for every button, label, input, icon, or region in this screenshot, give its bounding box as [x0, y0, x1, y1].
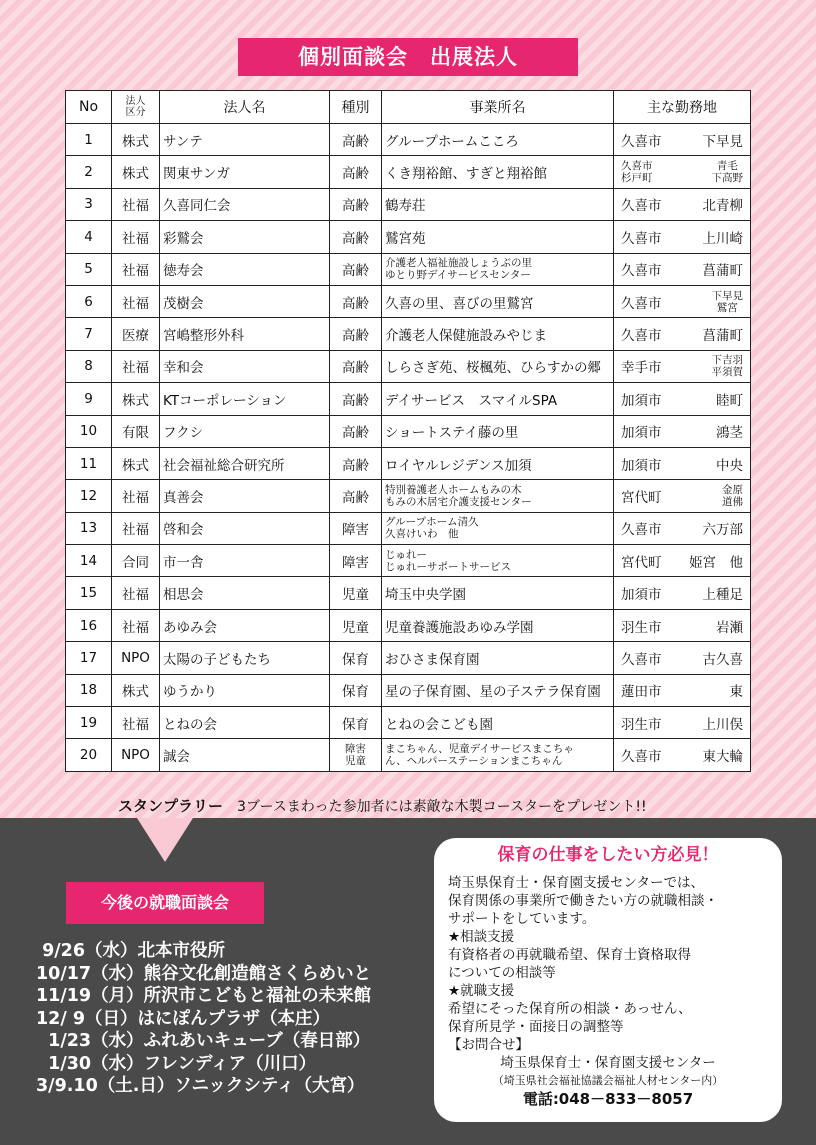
- cell-kubun: 株式: [112, 674, 160, 706]
- cell-kubun: 株式: [112, 124, 160, 156]
- cell-no: 12: [66, 480, 112, 512]
- cell-kubun: 社福: [112, 707, 160, 739]
- cell-name: ゆうかり: [160, 674, 330, 706]
- cell-area: [614, 221, 751, 253]
- cell-town: 中央: [716, 457, 743, 474]
- cell-name: 徳寿会: [160, 253, 330, 285]
- cell-no: 5: [66, 253, 112, 285]
- cell-type: 高齢: [330, 350, 382, 382]
- fair-item: 1/30（水）フレンディア（川口）: [36, 1053, 317, 1074]
- fair-item: 11/19（月）所沢市こどもと福祉の未来館: [36, 986, 372, 1006]
- cell-no: 1: [66, 124, 112, 156]
- contact-label: 【お問合せ】: [448, 1037, 529, 1053]
- cell-no: 10: [66, 415, 112, 447]
- cell-type: 高齢: [330, 318, 382, 350]
- cell-kubun: 医療: [112, 318, 160, 350]
- stamp-rally-label: スタンプラリー: [118, 797, 224, 815]
- stamp-rally-text: 3ブースまわった参加者には素敵な木製コースターをプレゼント!!: [237, 799, 647, 815]
- cell-town: 六万部: [702, 522, 743, 539]
- cell-area: [614, 383, 751, 415]
- cell-kubun: 社福: [112, 512, 160, 544]
- cell-city: 宮代町: [621, 489, 662, 506]
- cell-town: 睦町: [716, 392, 743, 409]
- cell-name: 太陽の子どもたち: [160, 642, 330, 674]
- cell-area: [614, 285, 751, 317]
- cell-name: 宮嶋整形外科: [160, 318, 330, 350]
- table-row: [66, 707, 751, 739]
- table-row: [66, 674, 751, 706]
- cell-city: 宮代町: [621, 554, 662, 571]
- col-header-no: No: [66, 91, 112, 124]
- info-heading: 保育の仕事をしたい方必見！: [497, 845, 719, 865]
- cell-city: 久喜市: [621, 749, 662, 766]
- cell-name: 関東サンガ: [160, 156, 330, 188]
- cell-office: 埼玉中央学園: [382, 577, 614, 609]
- cell-type: 高齢: [330, 285, 382, 317]
- table-row: [66, 609, 751, 641]
- table-row: [66, 545, 751, 577]
- cell-type: 児童: [330, 609, 382, 641]
- cell-office: デイサービス スマイルSPA: [382, 383, 614, 415]
- stamp-rally-note: [118, 795, 647, 816]
- consult-body: 有資格者の再就職希望、保育士資格取得 についての相談等: [448, 947, 691, 981]
- cell-town: 下吉羽 平須賀: [711, 354, 743, 379]
- table-row: [66, 447, 751, 479]
- cell-city: 久喜市: [621, 198, 662, 215]
- col-header-office: 事業所名: [382, 91, 614, 124]
- cell-name: 誠会: [160, 739, 330, 771]
- cell-city: 久喜市: [621, 133, 662, 150]
- cell-town: 東: [729, 684, 743, 701]
- cell-office: 鷲宮苑: [382, 221, 614, 253]
- cell-no: 3: [66, 188, 112, 220]
- cell-kubun: 社福: [112, 221, 160, 253]
- cell-city: 久喜市: [621, 263, 662, 280]
- cell-area: [614, 577, 751, 609]
- cell-city: 幸手市: [621, 360, 662, 377]
- cell-office: とねの会こども園: [382, 707, 614, 739]
- cell-type: 高齢: [330, 447, 382, 479]
- col-header-area: 主な勤務地: [614, 91, 751, 124]
- cell-town: 古久喜: [702, 651, 743, 668]
- cell-office: じゅれー じゅれーサポートサービス: [382, 545, 614, 577]
- page-title: 個別面談会 出展法人: [238, 38, 578, 76]
- cell-type: 児童: [330, 577, 382, 609]
- cell-town: 下早見: [702, 133, 743, 150]
- cell-area: [614, 642, 751, 674]
- info-box: [434, 838, 782, 1122]
- cell-office: 久喜の里、喜びの里鷲宮: [382, 285, 614, 317]
- cell-no: 17: [66, 642, 112, 674]
- cell-no: 2: [66, 156, 112, 188]
- table-row: [66, 285, 751, 317]
- table-row: [66, 124, 751, 156]
- cell-town: 金原 道佛: [722, 483, 743, 508]
- cell-no: 11: [66, 447, 112, 479]
- cell-kubun: NPO: [112, 642, 160, 674]
- cell-area: [614, 350, 751, 382]
- table-row: [66, 739, 751, 771]
- cell-city: 加須市: [621, 425, 662, 442]
- cell-name: 真善会: [160, 480, 330, 512]
- cell-area: [614, 318, 751, 350]
- cell-city: 蓮田市: [621, 684, 662, 701]
- cell-type: 障害 児童: [330, 739, 382, 771]
- cell-no: 9: [66, 383, 112, 415]
- cell-office: グループホームこころ: [382, 124, 614, 156]
- cell-kubun: 社福: [112, 188, 160, 220]
- cell-city: 久喜市: [621, 295, 662, 312]
- cell-name: 幸和会: [160, 350, 330, 382]
- cell-name: 相思会: [160, 577, 330, 609]
- cell-no: 20: [66, 739, 112, 771]
- table-row: [66, 480, 751, 512]
- cell-town: 鴻茎: [716, 425, 743, 442]
- cell-kubun: 有限: [112, 415, 160, 447]
- cell-area: [614, 739, 751, 771]
- fair-item: 12/ 9（日）はにぽんプラザ（本庄）: [36, 1008, 331, 1029]
- cell-no: 6: [66, 285, 112, 317]
- table-row: [66, 383, 751, 415]
- cell-area: [614, 545, 751, 577]
- cell-type: 保育: [330, 707, 382, 739]
- cell-name: KTコーポレーション: [160, 383, 330, 415]
- cell-area: [614, 480, 751, 512]
- cell-kubun: 社福: [112, 285, 160, 317]
- cell-name: 久喜同仁会: [160, 188, 330, 220]
- col-header-type: 種別: [330, 91, 382, 124]
- cell-no: 13: [66, 512, 112, 544]
- cell-office: しらさぎ苑、桜楓苑、ひらすかの郷: [382, 350, 614, 382]
- cell-type: 高齢: [330, 124, 382, 156]
- cell-no: 15: [66, 577, 112, 609]
- cell-town: 菖蒲町: [702, 263, 743, 280]
- info-intro: 埼玉県保育士・保育園支援センターでは、 保育関係の事業所で働きたい方の就職相談・ サポートをしています。: [448, 875, 718, 927]
- cell-city: 久喜市 杉戸町: [621, 160, 653, 185]
- cell-no: 19: [66, 707, 112, 739]
- cell-area: [614, 156, 751, 188]
- table-row: [66, 415, 751, 447]
- cell-city: 加須市: [621, 587, 662, 604]
- cell-town: 下早見 鷲宮: [711, 289, 743, 314]
- table-row: [66, 318, 751, 350]
- cell-type: 高齢: [330, 480, 382, 512]
- center-name: 埼玉県保育士・保育園支援センター: [500, 1055, 716, 1071]
- cell-kubun: 合同: [112, 545, 160, 577]
- cell-area: [614, 188, 751, 220]
- cell-no: 16: [66, 609, 112, 641]
- cell-town: 青毛 下高野: [711, 160, 743, 185]
- cell-type: 障害: [330, 512, 382, 544]
- future-fairs-label: 今後の就職面談会: [66, 882, 264, 924]
- cell-name: フクシ: [160, 415, 330, 447]
- cell-city: 久喜市: [621, 651, 662, 668]
- table-row: [66, 350, 751, 382]
- fair-item: 9/26（水）北本市役所: [36, 941, 226, 961]
- cell-kubun: 株式: [112, 383, 160, 415]
- table-row: [66, 512, 751, 544]
- cell-town: 北青柳: [702, 198, 743, 215]
- cell-type: 高齢: [330, 383, 382, 415]
- col-header-kubun: 法人 区分: [112, 91, 160, 124]
- cell-name: とねの会: [160, 707, 330, 739]
- cell-city: 久喜市: [621, 522, 662, 539]
- fair-item: 10/17（水）熊谷文化創造館さくらめいと: [36, 963, 372, 984]
- cell-kubun: 社福: [112, 480, 160, 512]
- col-header-name: 法人名: [160, 91, 330, 124]
- cell-no: 18: [66, 674, 112, 706]
- employ-title: ★就職支援: [448, 983, 515, 999]
- cell-name: あゆみ会: [160, 609, 330, 641]
- cell-type: 高齢: [330, 221, 382, 253]
- cell-kubun: 社福: [112, 577, 160, 609]
- cell-area: [614, 124, 751, 156]
- speech-pointer: [137, 818, 193, 862]
- cell-no: 8: [66, 350, 112, 382]
- cell-city: 加須市: [621, 392, 662, 409]
- cell-kubun: 社福: [112, 253, 160, 285]
- cell-type: 高齢: [330, 415, 382, 447]
- cell-area: [614, 707, 751, 739]
- cell-office: グループホーム清久 久喜けいわ 他: [382, 512, 614, 544]
- cell-name: サンテ: [160, 124, 330, 156]
- table-row: [66, 642, 751, 674]
- cell-type: 高齢: [330, 156, 382, 188]
- cell-kubun: NPO: [112, 739, 160, 771]
- cell-office: 特別養護老人ホームもみの木 もみの木居宅介護支援センター: [382, 480, 614, 512]
- cell-office: 児童養護施設あゆみ学園: [382, 609, 614, 641]
- cell-area: [614, 447, 751, 479]
- cell-city: 羽生市: [621, 619, 662, 636]
- cell-office: おひさま保育園: [382, 642, 614, 674]
- cell-kubun: 株式: [112, 156, 160, 188]
- exhibitor-table: [65, 90, 751, 772]
- employ-body: 希望にそった保育所の相談・あっせん、 保育所見学・面接日の調整等: [448, 1001, 692, 1035]
- cell-area: [614, 512, 751, 544]
- cell-office: くき翔裕館、すぎと翔裕館: [382, 156, 614, 188]
- cell-town: 岩瀬: [716, 619, 743, 636]
- consult-title: ★相談支援: [448, 929, 515, 945]
- cell-area: [614, 415, 751, 447]
- cell-town: 上川崎: [702, 230, 743, 247]
- cell-no: 4: [66, 221, 112, 253]
- fair-item: 1/23（水）ふれあいキューブ（春日部）: [36, 1031, 371, 1051]
- table-row: [66, 221, 751, 253]
- cell-office: 星の子保育園、星の子ステラ保育園: [382, 674, 614, 706]
- cell-office: 介護老人福祉施設しょうぶの里 ゆとり野デイサービスセンター: [382, 253, 614, 285]
- cell-no: 7: [66, 318, 112, 350]
- cell-kubun: 社福: [112, 350, 160, 382]
- table-header-row: [66, 91, 751, 124]
- cell-town: 東大輪: [702, 749, 743, 766]
- cell-city: 久喜市: [621, 230, 662, 247]
- cell-town: 上川俣: [702, 716, 743, 733]
- cell-type: 高齢: [330, 188, 382, 220]
- center-sub: （埼玉県社会福祉協議会福祉人材センター内）: [492, 1074, 724, 1087]
- cell-office: ショートステイ藤の里: [382, 415, 614, 447]
- cell-type: 保育: [330, 674, 382, 706]
- cell-name: 社会福祉総合研究所: [160, 447, 330, 479]
- cell-city: 久喜市: [621, 328, 662, 345]
- cell-name: 啓和会: [160, 512, 330, 544]
- cell-area: [614, 609, 751, 641]
- cell-name: 彩鷲会: [160, 221, 330, 253]
- table-row: [66, 253, 751, 285]
- cell-town: 姫宮 他: [689, 554, 743, 571]
- cell-type: 高齢: [330, 253, 382, 285]
- cell-office: 鶴寿荘: [382, 188, 614, 220]
- cell-kubun: 社福: [112, 609, 160, 641]
- cell-name: 茂樹会: [160, 285, 330, 317]
- future-fairs-list: [36, 940, 371, 1098]
- cell-office: 介護老人保健施設みやじま: [382, 318, 614, 350]
- cell-town: 上種足: [702, 587, 743, 604]
- cell-city: 羽生市: [621, 716, 662, 733]
- cell-name: 市一舎: [160, 545, 330, 577]
- phone-number: 電話:048－833－8057: [522, 1090, 694, 1108]
- cell-kubun: 株式: [112, 447, 160, 479]
- cell-city: 加須市: [621, 457, 662, 474]
- cell-no: 14: [66, 545, 112, 577]
- fair-item: 3/9.10（土.日）ソニックシティ（大宮）: [36, 1076, 365, 1096]
- cell-town: 菖蒲町: [702, 328, 743, 345]
- cell-office: ロイヤルレジデンス加須: [382, 447, 614, 479]
- cell-type: 保育: [330, 642, 382, 674]
- cell-type: 障害: [330, 545, 382, 577]
- cell-office: まこちゃん、児童デイサービスまこちゃ ん、ヘルパーステーションまこちゃん: [382, 739, 614, 771]
- table-row: [66, 188, 751, 220]
- cell-area: [614, 674, 751, 706]
- table-row: [66, 577, 751, 609]
- table-row: [66, 156, 751, 188]
- cell-area: [614, 253, 751, 285]
